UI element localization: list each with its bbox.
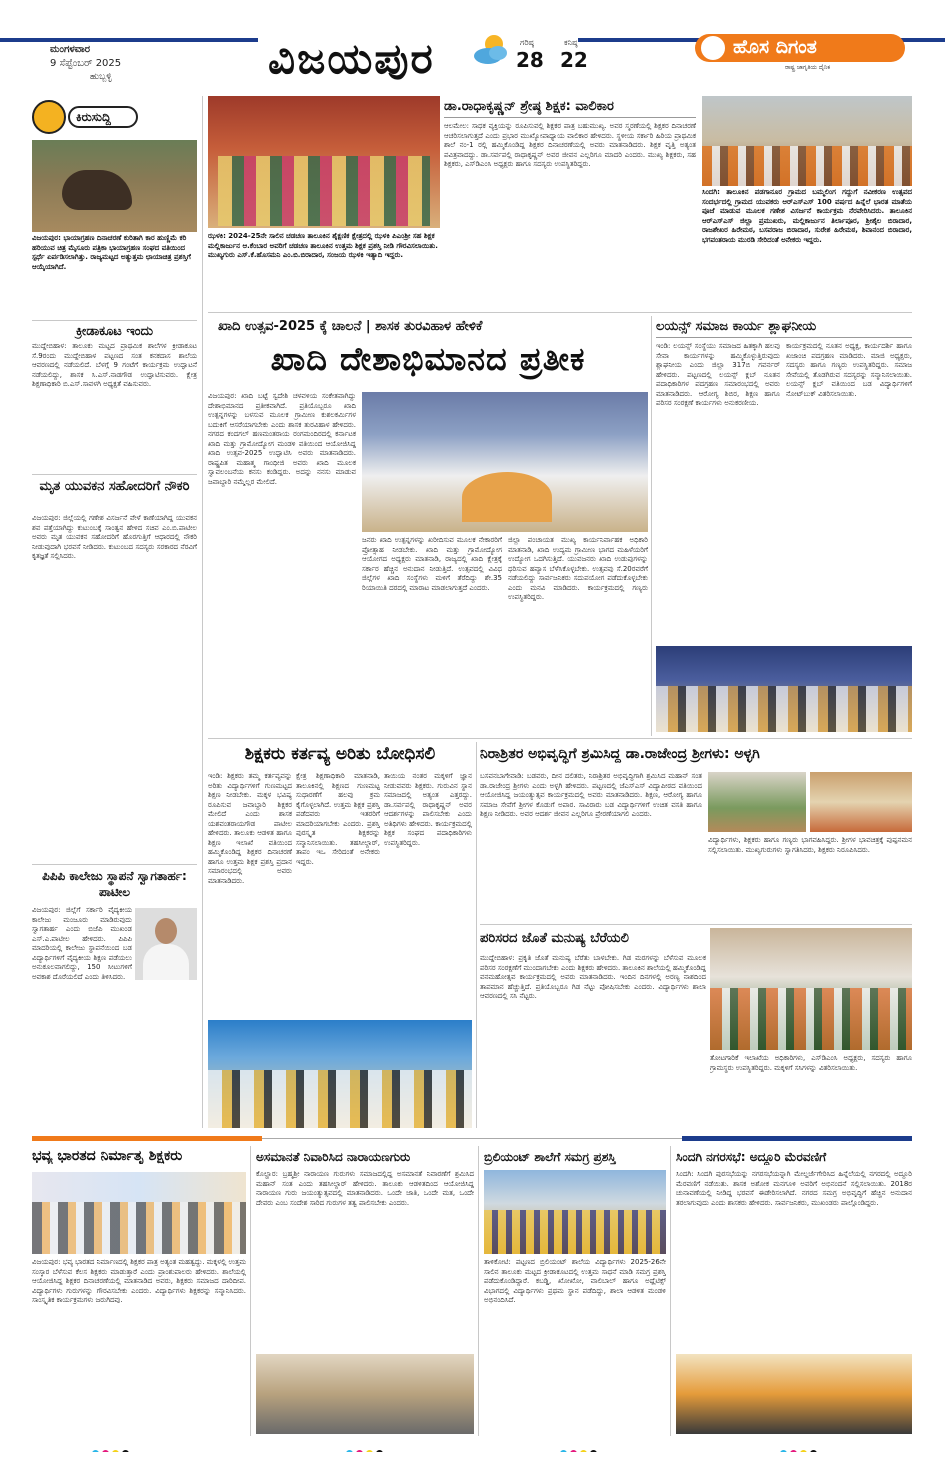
dot-yellow	[580, 1450, 587, 1452]
khadi-col2: ಜನರು ಖಾದಿ ಉತ್ಪನ್ನಗಳನ್ನು ಖರೀದಿಸುವ ಮೂಲಕ ನೇಕಾರರಿಗೆ ಪ್ರೋತ್ಸಾಹ ನೀಡಬೇಕು. ಖಾದಿ ಮತ್ತು ಗ್ರಾಮೋದ್ಯೋಗ ಆಯೋಗದ ಅಧ್ಯಕ್ಷರು ಮಾತನಾಡಿ, ರಾಜ್ಯದಲ್ಲಿ ಖಾದಿ ಕ್ಷೇತ್ರಕ್ಕೆ ಸರ್ಕಾರ ಹೆಚ್ಚಿನ ಅನುದಾನ ನೀಡುತ್ತಿದೆ. ಉತ್ಸವದಲ್ಲಿ ವಿವಿಧ ಜಿಲ್ಲೆಗಳ ಖಾದಿ ಸಂಸ್ಥೆಗಳು ಮಳಿಗೆ ತೆರೆದಿದ್ದು ಶೇ.35 ರಿಯಾಯಿತಿ ದರದಲ್ಲಿ ಮಾರಾಟ ಮಾಡಲಾಗುತ್ತದೆ ಎಂದರು.	[362, 536, 502, 592]
photo-subject	[62, 170, 132, 210]
dot-black	[810, 1450, 817, 1452]
lions-photo	[656, 646, 912, 732]
masthead-title: ವಿಜಯಪುರ	[268, 34, 435, 83]
vrule-b1	[250, 1146, 251, 1436]
radhakrishnan-headline-bar	[444, 96, 696, 118]
max-temp: 28	[516, 48, 544, 72]
b1-body: ವಿಜಯಪುರ: ಭವ್ಯ ಭಾರತದ ನಿರ್ಮಾಣದಲ್ಲಿ ಶಿಕ್ಷಕರ ಪಾತ್ರ ಅತ್ಯಂತ ಮಹತ್ವದ್ದು. ಮಕ್ಕಳಲ್ಲಿ ಉತ್ತಮ ಸಂಸ್ಕಾರ ಬೆಳೆಸುವ ಕೆಲಸ ಶಿಕ್ಷಕರು ಮಾಡುತ್ತಾರೆ ಎಂದು ಪ್ರಾಂಶುಪಾಲರು ಹೇಳಿದರು. ಶಾಲೆಯಲ್ಲಿ ಆಯೋಜಿಸಿದ್ದ ಶಿಕ್ಷಕರ ದಿನಾಚರಣೆಯಲ್ಲಿ ಮಾತನಾಡಿದ ಅವರು, ಶಿಕ್ಷಕರು ಸಮಾಜದ ದಾರಿದೀಪ. ವಿದ್ಯಾರ್ಥಿಗಳು ಗುರುಗಳನ್ನು ಗೌರವಿಸಬೇಕು ಎಂದರು. ವಿದ್ಯಾರ್ಥಿಗಳು ಶಿಕ್ಷಕರನ್ನು ಸನ್ಮಾನಿಸಿದರು. ಸಾಂಸ್ಕೃತಿಕ ಕಾರ್ಯಕ್ರಮಗಳು ಜರುಗಿದವು.	[32, 1258, 246, 1304]
brand-logo	[695, 30, 905, 74]
dot-cyan	[780, 1450, 787, 1452]
khadi-photo	[362, 392, 648, 532]
photo-stage-people	[208, 1070, 472, 1128]
khadi-col1: ವಿಜಯಪುರ: ಖಾದಿ ಬಟ್ಟೆ ಸ್ವದೇಶಿ ಚಳವಳಿಯ ಸಂಕೇತವಾಗಿದ್ದು ದೇಶಾಭಿಮಾನದ ಪ್ರತೀಕವಾಗಿದೆ. ಪ್ರತಿಯೊಬ್ಬರೂ ಖಾದಿ ಉತ್ಪನ್ನಗಳನ್ನು ಬಳಸುವ ಮೂಲಕ ಗ್ರಾಮೀಣ ಕುಶಲಕರ್ಮಿಗಳ ಬದುಕಿಗೆ ಆಸರೆಯಾಗಬೇಕು ಎಂದು ಶಾಸಕ ತುರವಿಹಾಳ ಹೇಳಿದರು. ನಗರದ ಕಂದಗಲ್ ಹಣಮಂತರಾಯ ರಂಗಮಂದಿರದಲ್ಲಿ ಕರ್ನಾಟಕ ಖಾದಿ ಮತ್ತು ಗ್ರಾಮೋದ್ಯೋಗ ಮಂಡಳಿ ವತಿಯಿಂದ ಆಯೋಜಿಸಿದ್ದ ಖಾದಿ ಉತ್ಸವ-2025 ಉದ್ಘಾಟಿಸಿ ಅವರು ಮಾತನಾಡಿದರು. ರಾಷ್ಟ್ರಪಿತ ಮಹಾತ್ಮ ಗಾಂಧೀಜಿ ಅವರು ಖಾದಿ ಮೂಲಕ ಸ್ವಾವಲಂಬನೆಯ ಕನಸು ಕಂಡಿದ್ದರು. ಅದನ್ನು ನನಸು ಮಾಡುವ ಜವಾಬ್ದಾರಿ ನಮ್ಮೆಲ್ಲರ ಮೇಲಿದೆ.	[208, 392, 356, 486]
b1-photo	[32, 1172, 246, 1254]
dot-black	[590, 1450, 597, 1452]
khadi-kicker-bar	[208, 316, 648, 338]
portrait-head	[155, 918, 177, 944]
rule-top-center	[208, 312, 912, 313]
parisara-headline: ಪರಿಸರದ ಜೊತೆ ಮನುಷ್ಯ ಬೆರೆಯಲಿ	[480, 931, 629, 946]
min-temp-label: ಕನಿಷ್ಠ	[564, 38, 578, 47]
rule-left-3	[32, 864, 197, 865]
rule-left-2	[32, 474, 197, 475]
masthead-city: ಹುಬ್ಬಳ್ಳಿ	[90, 72, 112, 82]
cmyk-dots-3	[560, 1442, 620, 1452]
b2-photo	[256, 1354, 474, 1434]
dot-magenta	[790, 1450, 797, 1452]
parisara-body: ಮುದ್ದೇಬಿಹಾಳ: ಪ್ರಕೃತಿ ಜೊತೆ ಮನುಷ್ಯ ಬೆರೆತು ಬಾಳಬೇಕು. ಗಿಡ ಮರಗಳನ್ನು ಬೆಳೆಸುವ ಮೂಲಕ ಪರಿಸರ ಸಂರಕ್ಷಣೆಗೆ ಮುಂದಾಗಬೇಕು ಎಂದು ಶಿಕ್ಷಕರು ಹೇಳಿದರು. ತಾಲೂಕಿನ ಶಾಲೆಯಲ್ಲಿ ಹಮ್ಮಿಕೊಂಡಿದ್ದ ವನಮಹೋತ್ಸವ ಕಾರ್ಯಕ್ರಮದಲ್ಲಿ ಅವರು ಮಾತನಾಡಿದರು. ಇಂದಿನ ದಿನಗಳಲ್ಲಿ ಅರಣ್ಯ ನಾಶದಿಂದ ತಾಪಮಾನ ಹೆಚ್ಚುತ್ತಿದೆ. ಪ್ರತಿಯೊಬ್ಬರೂ ಗಿಡ ನೆಟ್ಟು ಪೋಷಿಸಬೇಕು ಎಂದರು. ವಿದ್ಯಾರ್ಥಿಗಳು ಶಾಲಾ ಆವರಣದಲ್ಲಿ ಸಸಿ ನೆಟ್ಟರು.	[480, 954, 706, 1000]
dot-cyan	[346, 1450, 353, 1452]
naukari-body: ವಿಜಯಪುರ: ಜಿಲ್ಲೆಯಲ್ಲಿ ಗಣೇಶ ವಿಸರ್ಜನೆ ವೇಳೆ ಕಾಣೆಯಾಗಿದ್ದ ಯುವಕನ ಶವ ಪತ್ತೆಯಾಗಿದ್ದು ಕುಟುಂಬಕ್ಕೆ ಸಾಂತ್ವನ ಹೇಳಿದ ಸಚಿವ ಎಂ.ಬಿ.ಪಾಟೀಲ ಅವರು ಮೃತ ಯುವಕನ ಸಹೋದರಿಗೆ ಹೊರಗುತ್ತಿಗೆ ಆಧಾರದಲ್ಲಿ ನೌಕರಿ ನೀಡುವುದಾಗಿ ಭರವಸೆ ನೀಡಿದರು. ಕುಟುಂಬದ ಸದಸ್ಯರು ಸರಕಾರದ ನೆರವಿಗೆ ಕೃತಜ್ಞತೆ ಸಲ್ಲಿಸಿದರು.	[32, 514, 197, 560]
dot-black	[376, 1450, 383, 1452]
min-temp: 22	[560, 48, 588, 72]
b3-headline: ಬ್ರಿಲಿಯಂಟ್ ಶಾಲೆಗೆ ಸಮಗ್ರ ಪ್ರಶಸ್ತಿ	[484, 1150, 616, 1164]
top-event-photo	[208, 96, 440, 228]
masthead-date-block	[40, 36, 210, 84]
sindagi-top-photo	[702, 96, 912, 186]
dot-cyan	[92, 1450, 99, 1452]
bottom-divider	[32, 1136, 912, 1142]
vrule-mid	[476, 742, 477, 1128]
vrule-b2	[478, 1146, 479, 1436]
brand-emblem-icon	[699, 34, 727, 62]
dot-magenta	[356, 1450, 363, 1452]
dot-cyan	[560, 1450, 567, 1452]
kirusuddi-label-block	[32, 100, 202, 134]
b1-headline: ಭವ್ಯ ಭಾರತದ ನಿರ್ಮಾತೃ ಶಿಕ್ಷಕರು	[32, 1148, 183, 1164]
shikshakaru-col3: ತಾಯಿಯ ನಂತರ ಮಕ್ಕಳಿಗೆ ಜ್ಞಾನ ನೀಡುವವರು ಶಿಕ್ಷಕರು. ಗುರುವಿನ ಸ್ಥಾನ ಸಮಾಜದಲ್ಲಿ ಅತ್ಯಂತ ಎತ್ತರದ್ದು. ಡಾ.ಸರ್ವಪಲ್ಲಿ ರಾಧಾಕೃಷ್ಣನ್ ಅವರ ಆದರ್ಶಗಳನ್ನು ಪಾಲಿಸಬೇಕು ಎಂದು ಅತಿಥಿಗಳು ಹೇಳಿದರು. ಕಾರ್ಯಕ್ರಮದಲ್ಲಿ ಶಿಕ್ಷಕ ಸಂಘದ ಪದಾಧಿಕಾರಿಗಳು ಉಪಸ್ಥಿತರಿದ್ದರು.	[384, 772, 472, 847]
lions-headline: ಲಯನ್ಸ್ ಸಮಾಜ ಕಾರ್ಯ ಶ್ಲಾಘನೀಯ	[656, 319, 817, 334]
brand-name: ಹೊಸ ದಿಗಂತ	[733, 36, 817, 58]
sindagi-top-caption: ಸಿಂದಗಿ: ತಾಲೂಕಿನ ಪಡಗಾನೂರ ಗ್ರಾಮದ ಬಮ್ಮಲಿಂಗ ಗದ್ದುಗೆ ನವೀಕರಣ ಉತ್ಸವದ ಸಂದರ್ಭದಲ್ಲಿ ಗ್ರಾಮದ ಯುವಕರು ಆರ್‌ಎಸ್‌ಎಸ್ 100 ವರ್ಷದ ಹಿನ್ನೆಲೆ ಭಾರತ ಮಾತೆಯ ಪೂಜೆ ಮಾಡುವ ಮೂಲಕ ಗಣೇಶ ವಿಸರ್ಜನೆ ಕಾರ್ಯಕ್ರಮ ನೆರವೇರಿಸಿದರು. ತಾಲೂಕಿನ ಆರ್‌ಎಸ್‌ಎಸ್ ಜಿಲ್ಲಾ ಪ್ರಮುಖರು, ಮಲ್ಲಿಕಾರ್ಜುನ ತಿರ್ಲಾಪೂರ, ಶ್ರೀಶೈಲ ಬಿರಾದಾರ, ರಾಜಶೇಖರ ಹಿರೇಮಠ, ಬಸವರಾಜ ಬಿರಾದಾರ, ಸುರೇಶ ಹಿರೇಮಠ, ಶಿವಾನಂದ ಬಿರಾದಾರ, ಭಗವಂತರಾಯ ಮುರಡಿ ಸೇರಿದಂತೆ ಅನೇಕರು ಇದ್ದರು.	[702, 188, 912, 244]
khadi-col3: ಜಿಲ್ಲಾ ಪಂಚಾಯತ ಮುಖ್ಯ ಕಾರ್ಯನಿರ್ವಾಹಕ ಅಧಿಕಾರಿ ಮಾತನಾಡಿ, ಖಾದಿ ಉದ್ಯಮ ಗ್ರಾಮೀಣ ಭಾಗದ ಮಹಿಳೆಯರಿಗೆ ಉದ್ಯೋಗ ಒದಗಿಸುತ್ತಿದೆ. ಯುವಜನರು ಖಾದಿ ಉಡುಪುಗಳನ್ನು ಧರಿಸುವ ಹವ್ಯಾಸ ಬೆಳೆಸಿಕೊಳ್ಳಬೇಕು. ಉತ್ಸವವು ಸೆ.20ರವರೆಗೆ ನಡೆಯಲಿದ್ದು ಸಾರ್ವಜನಿಕರು ಸದುಪಯೋಗ ಪಡೆದುಕೊಳ್ಳಬೇಕು ಎಂದು ಮನವಿ ಮಾಡಿದರು. ಕಾರ್ಯಕ್ರಮದಲ್ಲಿ ಗಣ್ಯರು ಉಪಸ್ಥಿತರಿದ್ದರು.	[508, 536, 648, 601]
kirusuddi-label: ಕಿರುಸುದ್ದಿ	[76, 110, 111, 124]
nirashritara-body: ಬಸವನಬಾಗೇವಾಡಿ: ಬಡವರು, ದೀನ ದಲಿತರು, ನಿರಾಶ್ರಿತರ ಅಭಿವೃದ್ಧಿಗಾಗಿ ಶ್ರಮಿಸಿದ ಮಹಾನ್ ಸಂತ ಡಾ.ರಾಜೇಂದ್ರ ಶ್ರೀಗಳು ಎಂದು ಅಳ್ಳಗಿ ಹೇಳಿದರು. ಪಟ್ಟಣದಲ್ಲಿ ಜೆಎಸ್‌ಎಸ್ ವಿದ್ಯಾಪೀಠದ ವತಿಯಿಂದ ಆಯೋಜಿಸಿದ್ದ ಜಯಂತ್ಯುತ್ಸವ ಕಾರ್ಯಕ್ರಮದಲ್ಲಿ ಅವರು ಮಾತನಾಡಿದರು. ಶಿಕ್ಷಣ, ಆರೋಗ್ಯ ಹಾಗೂ ಸಮಾಜ ಸೇವೆಗೆ ಶ್ರೀಗಳ ಕೊಡುಗೆ ಅಪಾರ. ಸಾವಿರಾರು ಬಡ ವಿದ್ಯಾರ್ಥಿಗಳಿಗೆ ಉಚಿತ ವಸತಿ ಹಾಗೂ ಶಿಕ್ಷಣ ನೀಡಿದರು. ಅವರ ಆದರ್ಶ ಜೀವನ ಎಲ್ಲರಿಗೂ ಪ್ರೇರಣೆಯಾಗಲಿ ಎಂದರು.	[480, 772, 702, 818]
masthead-day: ಮಂಗಳವಾರ	[50, 44, 91, 55]
b3-photo	[484, 1170, 666, 1254]
pipi-body: ವಿಜಯಪುರ: ಜಿಲ್ಲೆಗೆ ಸರ್ಕಾರಿ ವೈದ್ಯಕೀಯ ಕಾಲೇಜು ಮಂಜೂರು ಮಾಡಿರುವುದು ಸ್ವಾಗತಾರ್ಹ ಎಂದು ಬಿಜೆಪಿ ಮುಖಂಡ ಎಸ್.ಎ.ಪಾಟೀಲ ಹೇಳಿದರು. ಪಿಪಿಪಿ ಮಾದರಿಯಲ್ಲಿ ಕಾಲೇಜು ಸ್ಥಾಪನೆಯಿಂದ ಬಡ ವಿದ್ಯಾರ್ಥಿಗಳಿಗೆ ವೈದ್ಯಕೀಯ ಶಿಕ್ಷಣ ಪಡೆಯಲು ಅನುಕೂಲವಾಗಲಿದ್ದು, 150 ಸೀಟುಗಳಿಗೆ ಅವಕಾಶ ದೊರೆಯಲಿದೆ ಎಂದು ತಿಳಿಸಿದರು.	[32, 906, 132, 981]
b3-body: ತಾಳಿಕೋಟಿ: ಪಟ್ಟಣದ ಬ್ರಿಲಿಯಂಟ್ ಶಾಲೆಯ ವಿದ್ಯಾರ್ಥಿಗಳು 2025-26ನೇ ಸಾಲಿನ ತಾಲೂಕು ಮಟ್ಟದ ಕ್ರೀಡಾಕೂಟದಲ್ಲಿ ಉತ್ತಮ ಸಾಧನೆ ಮಾಡಿ ಸಮಗ್ರ ಪ್ರಶಸ್ತಿ ಪಡೆದುಕೊಂಡಿದ್ದಾರೆ. ಕಬಡ್ಡಿ, ಖೋಖೋ, ವಾಲಿಬಾಲ್ ಹಾಗೂ ಅಥ್ಲೆಟಿಕ್ಸ್ ವಿಭಾಗದಲ್ಲಿ ವಿದ್ಯಾರ್ಥಿಗಳು ಪ್ರಥಮ ಸ್ಥಾನ ಪಡೆದಿದ್ದು, ಶಾಲಾ ಆಡಳಿತ ಮಂಡಳಿ ಅಭಿನಂದಿಸಿದೆ.	[484, 1258, 666, 1304]
vrule-left	[202, 96, 203, 1128]
parisara-side: ತೋಟಗಾರಿಕೆ ಇಲಾಖೆಯ ಅಧಿಕಾರಿಗಳು, ಎಸ್‌ಡಿಎಂಸಿ ಅಧ್ಯಕ್ಷರು, ಸದಸ್ಯರು ಹಾಗೂ ಗ್ರಾಮಸ್ಥರು ಉಪಸ್ಥಿತರಿದ್ದರು. ಮಕ್ಕಳಿಗೆ ಸಸಿಗಳನ್ನು ವಿತರಿಸಲಾಯಿತು.	[710, 1054, 912, 1072]
photo-group	[218, 156, 430, 226]
hand-icon	[32, 100, 66, 134]
photo-group-green	[710, 988, 912, 1050]
parisara-headline-bar	[480, 928, 706, 950]
photo-stage	[462, 472, 552, 522]
kreedakoota-headline: ಕ್ರೀಡಾಕೂಟ ಇಂದು	[75, 324, 154, 339]
nirashritara-photo-2	[810, 772, 912, 832]
nirashritara-headline-bar	[480, 742, 912, 768]
shikshakaru-photo	[208, 1020, 472, 1128]
vrule-khadi-lions	[651, 316, 652, 736]
nirashritara-photo-1	[708, 772, 806, 832]
kreedakoota-body: ಮುದ್ದೇಬಿಹಾಳ: ತಾಲೂಕು ಮಟ್ಟದ ಪ್ರಾಥಮಿಕ ಶಾಲೆಗಳ ಕ್ರೀಡಾಕೂಟ ಸೆ.9ರಂದು ಮುದ್ದೇಬಿಹಾಳ ಪಟ್ಟಣದ ಸಂತ ಕನಕದಾಸ ಶಾಲೆಯ ಆವರಣದಲ್ಲಿ ನಡೆಯಲಿದೆ. ಬೆಳಗ್ಗೆ 9 ಗಂಟೆಗೆ ಕಾರ್ಯಕ್ರಮ ಉದ್ಘಾಟನೆ ನಡೆಯಲಿದ್ದು, ಶಾಸಕ ಸಿ.ಎಸ್.ನಾಡಗೌಡ ಉದ್ಘಾಟಿಸುವರು. ಕ್ಷೇತ್ರ ಶಿಕ್ಷಣಾಧಿಕಾರಿ ಬಿ.ಎಸ್.ಸಾವಳಗಿ ಅಧ್ಯಕ್ಷತೆ ವಹಿಸುವರು.	[32, 342, 197, 388]
max-temp-label: ಗರಿಷ್ಠ	[520, 38, 534, 47]
dot-magenta	[570, 1450, 577, 1452]
dot-magenta	[102, 1450, 109, 1452]
rule-mid	[208, 738, 912, 739]
nirashritara-side: ವಿದ್ಯಾರ್ಥಿಗಳು, ಶಿಕ್ಷಕರು ಹಾಗೂ ಗಣ್ಯರು ಭಾಗವಹಿಸಿದ್ದರು. ಶ್ರೀಗಳ ಭಾವಚಿತ್ರಕ್ಕೆ ಪುಷ್ಪನಮನ ಸಲ್ಲಿಸಲಾಯಿತು. ಮುಖ್ಯಗುರುಗಳು ಸ್ವಾಗತಿಸಿದರು, ಶಿಕ್ಷಕರು ನಿರೂಪಿಸಿದರು.	[708, 836, 912, 854]
radhakrishnan-headline: ಡಾ.ರಾಧಾಕೃಷ್ಣನ್ ಶ್ರೇಷ್ಠ ಶಿಕ್ಷಕ: ವಾಲಿಕಾರ	[444, 99, 614, 114]
portrait-body	[143, 944, 189, 980]
photo-people-b1	[32, 1202, 246, 1254]
radhakrishnan-body: ಆಲಮೇಲ: ಸಾಧಕ ವ್ಯಕ್ತಿಯನ್ನು ರೂಪಿಸುವಲ್ಲಿ ಶಿಕ್ಷಕರ ಪಾತ್ರ ಬಹುಮುಖ್ಯ. ಅವರ ಸ್ಮರಣೆಯಲ್ಲಿ ಶಿಕ್ಷಕರ ದಿನಾಚರಣೆ ಆಚರಿಸಲಾಗುತ್ತದೆ ಎಂದು ಪ್ರಭಾರ ಮುಖ್ಯೋಪಾಧ್ಯಾಯ ವಾಲಿಕಾರ ಹೇಳಿದರು. ಸ್ಥಳೀಯ ಸರ್ಕಾರಿ ಹಿರಿಯ ಪ್ರಾಥಮಿಕ ಶಾಲೆ ನಂ-1 ರಲ್ಲಿ ಹಮ್ಮಿಕೊಂಡಿದ್ದ ಶಿಕ್ಷಕರ ದಿನಾಚರಣೆಯಲ್ಲಿ ಅವರು ಮಾತನಾಡಿದರು. ಶಿಕ್ಷಕ ವೃತ್ತಿ ಅತ್ಯಂತ ಪವಿತ್ರವಾದದ್ದು. ಡಾ.ಸರ್ವಪಲ್ಲಿ ರಾಧಾಕೃಷ್ಣನ್ ಅವರ ಜೀವನ ಎಲ್ಲರಿಗೂ ಮಾದರಿ ಎಂದರು. ಮುಖ್ಯ ಶಿಕ್ಷಕರು, ಸಹ ಶಿಕ್ಷಕರು, ಎಸ್‌ಡಿಎಂಸಿ ಅಧ್ಯಕ್ಷರು ಹಾಗೂ ಸದಸ್ಯರು ಉಪಸ್ಥಿತರಿದ್ದರು.	[444, 122, 696, 168]
vrule-b3	[670, 1146, 671, 1436]
b2-body: ಕೊಲ್ಹಾರ: ಬ್ರಹ್ಮಶ್ರೀ ನಾರಾಯಣ ಗುರುಗಳು ಸಮಾಜದಲ್ಲಿದ್ದ ಅಸಮಾನತೆ ನಿವಾರಣೆಗೆ ಶ್ರಮಿಸಿದ ಮಹಾನ್ ಸಂತ ಎಂದು ತಹಸೀಲ್ದಾರ್ ಹೇಳಿದರು. ತಾಲೂಕು ಆಡಳಿತದಿಂದ ಆಯೋಜಿಸಿದ್ದ ನಾರಾಯಣ ಗುರು ಜಯಂತ್ಯುತ್ಸವದಲ್ಲಿ ಮಾತನಾಡಿದರು. ಒಂದೇ ಜಾತಿ, ಒಂದೇ ಮತ, ಒಂದೇ ದೇವರು ಎಂಬ ಸಂದೇಶ ಸಾರಿದ ಗುರುಗಳ ತತ್ವ ಪಾಲಿಸಬೇಕು ಎಂದರು.	[256, 1170, 474, 1207]
khadi-headline-box	[208, 340, 648, 386]
brand-tagline: ರಾಷ್ಟ್ರ ಜಾಗೃತಿಯ ದೈನಿಕ	[785, 64, 831, 71]
photo-students	[484, 1210, 666, 1254]
khadi-headline: ಖಾದಿ ದೇಶಾಭಿಮಾನದ ಪ್ರತೀಕ	[270, 340, 586, 378]
photo-crowd	[702, 146, 912, 186]
divider-accent-orange	[32, 1136, 262, 1141]
b2-headline: ಅಸಮಾನತೆ ನಿವಾರಿಸಿದ ನಾರಾಯಣಗುರು	[256, 1150, 411, 1164]
lions-col1: ಇಂಡಿ: ಲಯನ್ಸ್ ಸಂಸ್ಥೆಯು ಸಮಾಜದ ಹಿತಕ್ಕಾಗಿ ಹಲವು ಸೇವಾ ಕಾರ್ಯಗಳನ್ನು ಹಮ್ಮಿಕೊಳ್ಳುತ್ತಿರುವುದು ಶ್ಲಾಘನೀಯ ಎಂದು ಜಿಲ್ಲಾ 317ಬಿ ಗವರ್ನರ್ ಹೇಳಿದರು. ಪಟ್ಟಣದಲ್ಲಿ ಲಯನ್ಸ್ ಕ್ಲಬ್ ನೂತನ ಪದಾಧಿಕಾರಿಗಳ ಪದಗ್ರಹಣ ಸಮಾರಂಭದಲ್ಲಿ ಅವರು ಮಾತನಾಡಿದರು. ಆರೋಗ್ಯ ಶಿಬಿರ, ಶಿಕ್ಷಣ ಹಾಗೂ ಪರಿಸರ ಸಂರಕ್ಷಣೆ ಕಾರ್ಯಗಳು ಅನುಕರಣೀಯ.	[656, 342, 780, 407]
nirashritara-headline: ನಿರಾಶ್ರಿತರ ಅಭಿವೃದ್ಧಿಗೆ ಶ್ರಮಿಸಿದ್ದ ಡಾ.ರಾಜೇಂದ್ರ ಶ್ರೀಗಳು: ಅಳ್ಳಗಿ	[480, 746, 760, 762]
lions-col2: ಕಾರ್ಯಕ್ರಮದಲ್ಲಿ ನೂತನ ಅಧ್ಯಕ್ಷ, ಕಾರ್ಯದರ್ಶಿ ಹಾಗೂ ಖಜಾಂಚಿ ಪದಗ್ರಹಣ ಮಾಡಿದರು. ಮಾಜಿ ಅಧ್ಯಕ್ಷರು, ಸದಸ್ಯರು ಹಾಗೂ ಗಣ್ಯರು ಉಪಸ್ಥಿತರಿದ್ದರು. ಸಮಾಜ ಸೇವೆಯಲ್ಲಿ ತೊಡಗಿರುವ ಸದಸ್ಯರನ್ನು ಸನ್ಮಾನಿಸಲಾಯಿತು. ಲಯನ್ಸ್ ಕ್ಲಬ್ ವತಿಯಿಂದ ಬಡ ವಿದ್ಯಾರ್ಥಿಗಳಿಗೆ ನೋಟ್‌ಬುಕ್ ವಿತರಿಸಲಾಯಿತು.	[786, 342, 912, 398]
pipi-portrait	[135, 908, 197, 980]
kirusuddi-photo	[32, 140, 197, 232]
dot-black	[122, 1450, 129, 1452]
dot-yellow	[800, 1450, 807, 1452]
b4-photo	[676, 1354, 912, 1434]
cmyk-dots-2	[346, 1442, 406, 1452]
rule-left-1	[32, 320, 197, 321]
khadi-kicker: ಖಾದಿ ಉತ್ಸವ-2025 ಕ್ಕೆ ಚಾಲನೆ | ಶಾಸಕ ತುರವಿಹಾಳ ಹೇಳಿಕೆ	[218, 319, 483, 334]
b4-body: ಸಿಂದಗಿ: ಸಿಂದಗಿ ಪುರಸಭೆಯನ್ನು ನಗರಸಭೆಯನ್ನಾಗಿ ಮೇಲ್ದರ್ಜೆಗೇರಿಸಿದ ಹಿನ್ನೆಲೆಯಲ್ಲಿ ನಗರದಲ್ಲಿ ಅದ್ದೂರಿ ಮೆರವಣಿಗೆ ನಡೆಯಿತು. ಶಾಸಕ ಅಶೋಕ ಮನಗೂಳಿ ಅವರಿಗೆ ಅಭಿನಂದನೆ ಸಲ್ಲಿಸಲಾಯಿತು. 2018ರ ಚುನಾವಣೆಯಲ್ಲಿ ನೀಡಿದ್ದ ಭರವಸೆ ಈಡೇರಿಸಲಾಗಿದೆ. ನಗರದ ಸಮಗ್ರ ಅಭಿವೃದ್ಧಿಗೆ ಹೆಚ್ಚಿನ ಅನುದಾನ ತರಲಾಗುವುದು ಎಂದು ಶಾಸಕರು ಹೇಳಿದರು. ಸಾರ್ವಜನಿಕರು, ಮುಖಂಡರು ಪಾಲ್ಗೊಂಡಿದ್ದರು.	[676, 1170, 912, 1207]
shikshakaru-col2: ಕ್ಷೇತ್ರ ಶಿಕ್ಷಣಾಧಿಕಾರಿ ಮಾತನಾಡಿ, ತಾಲೂಕಿನಲ್ಲಿ ಶಿಕ್ಷಣದ ಗುಣಮಟ್ಟ ಸುಧಾರಣೆಗೆ ಹಲವು ಕ್ರಮ ಕೈಗೊಳ್ಳಲಾಗಿದೆ. ಉತ್ತಮ ಶಿಕ್ಷಕ ಪ್ರಶಸ್ತಿ ಪಡೆದವರು ಇತರರಿಗೆ ಮಾದರಿಯಾಗಬೇಕು ಎಂದರು. ಪ್ರಶಸ್ತಿ ಪುರಸ್ಕೃತ ಶಿಕ್ಷಕರನ್ನು ಸನ್ಮಾನಿಸಲಾಯಿತು. ತಹಸೀಲ್ದಾರ್, ತಾಪಂ ಇಒ ಸೇರಿದಂತೆ ಅನೇಕರು ಇದ್ದರು.	[296, 772, 380, 866]
photo-people	[656, 686, 912, 732]
dot-yellow	[366, 1450, 373, 1452]
lions-headline-bar	[656, 316, 912, 338]
parisara-photo	[710, 928, 912, 1050]
masthead	[0, 0, 945, 92]
naukari-headline: ಮೃತ ಯುವಕನ ಸಹೋದರಿಗೆ ನೌಕರಿ	[39, 479, 190, 494]
b4-headline: ಸಿಂದಗಿ ನಗರಸಭೆ: ಅದ್ದೂರಿ ಮೆರವಣಿಗೆ	[676, 1150, 827, 1164]
divider-accent-blue	[682, 1136, 912, 1141]
shikshakaru-col1: ಇಂಡಿ: ಶಿಕ್ಷಕರು ತಮ್ಮ ಕರ್ತವ್ಯವನ್ನು ಅರಿತು ವಿದ್ಯಾರ್ಥಿಗಳಿಗೆ ಗುಣಮಟ್ಟದ ಶಿಕ್ಷಣ ನೀಡಬೇಕು. ಮಕ್ಕಳ ಭವಿಷ್ಯ ರೂಪಿಸುವ ಜವಾಬ್ದಾರಿ ಶಿಕ್ಷಕರ ಮೇಲಿದೆ ಎಂದು ಶಾಸಕ ಯಶವಂತರಾಯಗೌಡ ಪಾಟೀಲ ಹೇಳಿದರು. ತಾಲೂಕು ಆಡಳಿತ ಹಾಗೂ ಶಿಕ್ಷಣ ಇಲಾಖೆ ವತಿಯಿಂದ ಹಮ್ಮಿಕೊಂಡಿದ್ದ ಶಿಕ್ಷಕರ ದಿನಾಚರಣೆ ಹಾಗೂ ಉತ್ತಮ ಶಿಕ್ಷಕ ಪ್ರಶಸ್ತಿ ಪ್ರದಾನ ಸಮಾರಂಭದಲ್ಲಿ ಅವರು ಮಾತನಾಡಿದರು.	[208, 772, 292, 885]
rule-parisara	[480, 924, 912, 925]
weather-icon	[470, 30, 510, 70]
shikshakaru-headline-bar	[208, 742, 472, 768]
cmyk-dots-1	[92, 1442, 152, 1452]
top-photo-caption: ಝಳಕಿ: 2024-25ನೇ ಸಾಲಿನ ಚಡಚಣ ತಾಲೂಕಿನ ಶೈಕ್ಷಣಿಕ ಕ್ಷೇತ್ರದಲ್ಲಿ ಝಳಕಿ ಪಿಎಂಶ್ರೀ ಸಹ ಶಿಕ್ಷಕ ಮಲ್ಲಿಕಾರ್ಜುನ ಆ.ಕೆಂಬಾರ ಅವರಿಗೆ ಚಡಚಣ ತಾಲೂಕಿನ ಉತ್ತಮ ಶಿಕ್ಷಕ ಪ್ರಶಸ್ತಿ ನೀಡಿ ಗೌರವಿಸಲಾಯಿತು. ಮುಖ್ಯಗುರು ಎಸ್.ಕೆ.ಹೊಸಮನಿ ಎಂ.ಬಿ.ಬಿರಾದಾರ, ಸಂಜಯ ಝಳಕಿ ಇತ್ಯಾದಿ ಇದ್ದರು.	[208, 232, 438, 259]
masthead-date: 9 ಸೆಪ್ಟೆಂಬರ್ 2025	[50, 58, 122, 69]
kirusuddi-caption: ವಿಜಯಪುರ: ಭಾಯಾಗ್ರಹಣ ದಿನಾಚರಣೆ ಕುರಿತಾಗಿ ಕಾರ ಹುಣ್ಣಿಮೆ ಕರಿ ಹರಿಯುವ ಚಿತ್ರ ಮೈಸೂರು ಪತ್ರಿಕಾ ಭಾಯಾಗ್ರಹಣ ಸಂಘದ ವತಿಯಿಂದ ಸ್ಪರ್ಧೆ ಏರ್ಪಡಿಸಲಾಗಿತ್ತು. ರಾಜ್ಯಮಟ್ಟದ ಅತ್ಯುತ್ತಮ ಛಾಯಾಚಿತ್ರ ಪ್ರಶಸ್ತಿಗೆ ಆಯ್ಕೆಯಾಗಿದೆ.	[32, 234, 191, 271]
cmyk-dots-4	[780, 1442, 840, 1452]
dot-yellow	[112, 1450, 119, 1452]
pipi-headline: ಪಿಪಿಪಿ ಕಾಲೇಜು ಸ್ಥಾಪನೆ ಸ್ವಾಗತಾರ್ಹ: ಪಾಟೀಲ	[42, 869, 187, 899]
shikshakaru-headline: ಶಿಕ್ಷಕರು ಕರ್ತವ್ಯ ಅರಿತು ಬೋಧಿಸಲಿ	[244, 744, 436, 764]
